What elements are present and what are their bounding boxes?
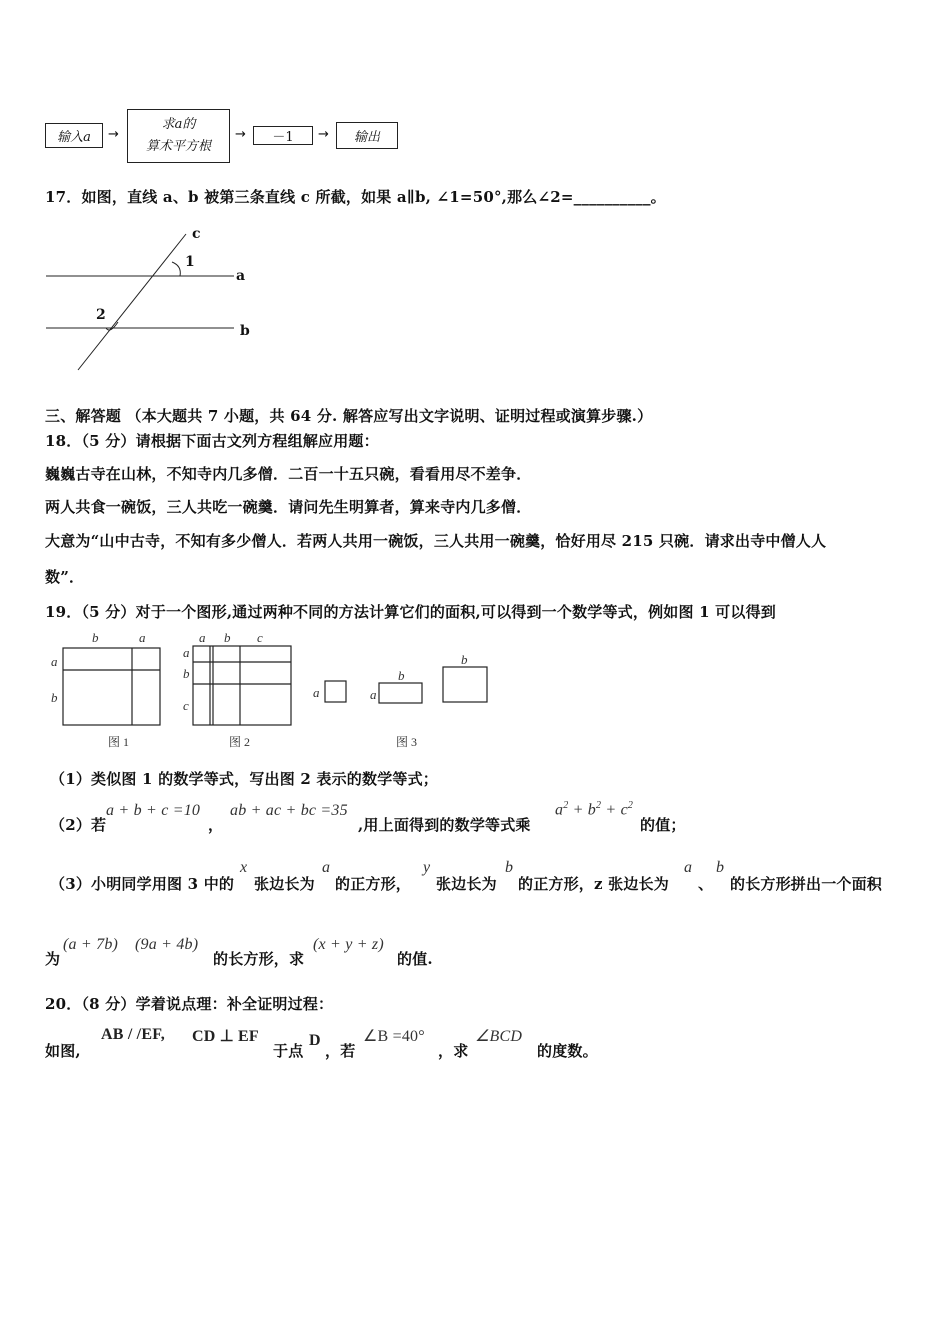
- q19-eq-squares-base: a: [555, 801, 564, 819]
- q19-var-a: a: [322, 859, 331, 876]
- q17-label-c: c: [192, 226, 201, 242]
- q20-angle-b: ∠B =40°: [363, 1028, 425, 1045]
- q19-part-3-line-2: [45, 936, 433, 969]
- fig2-left-c: c: [183, 698, 189, 713]
- arrow-icon: →: [108, 127, 119, 142]
- q19-var-y: y: [423, 859, 431, 876]
- q20-angle-bcd: ∠BCD: [475, 1028, 523, 1045]
- q19-part-2-prefix: （2）若: [50, 816, 107, 834]
- q20-mid-3: ，求: [438, 1042, 469, 1060]
- q19-expr-sum: (x + y + z): [313, 936, 384, 953]
- q19-figure-2: [190, 643, 294, 727]
- q19-var-a-2: a: [684, 859, 693, 876]
- q19-p3-f: 的长方形拼出一个面积: [730, 875, 883, 893]
- q19-var-b-2: b: [716, 859, 725, 876]
- q17-label-2: 2: [96, 307, 106, 323]
- q19-comma: ，: [208, 816, 224, 834]
- flow-step-sqrt: 求a的 算术平方根: [127, 109, 230, 163]
- fig3-rect-a-label: a: [370, 687, 377, 702]
- q18-line-1: 18．（5 分）请根据下面古文列方程组解应用题：: [45, 432, 379, 450]
- fig2-left-a: a: [183, 645, 190, 660]
- fig3-square-b-label: b: [461, 652, 468, 667]
- q19-part-1: （1）类似图 1 的数学等式，写出图 2 表示的数学等式；: [50, 770, 439, 788]
- q19-part-2: [50, 800, 686, 835]
- q17-parallel-lines-figure: [40, 222, 270, 372]
- fig1-top-a: a: [139, 630, 146, 645]
- q20-cd-perp-ef: CD ⊥ EF: [192, 1028, 259, 1045]
- fig2-left-b: b: [183, 666, 190, 681]
- q20-point-d: D: [309, 1032, 321, 1049]
- q19-figure-1: [60, 645, 164, 727]
- q19-eq-squares: $a^2 + b^2 + c^2$: [555, 800, 634, 819]
- fig1-top-b: b: [92, 630, 99, 645]
- fig1-left-b: b: [51, 690, 58, 705]
- q19-eq-product: ab + ac + bc =35: [230, 802, 348, 819]
- arrow-icon: →: [235, 127, 246, 142]
- q19-p3-c: 的正方形，: [335, 875, 412, 893]
- q19-p3-sep: 、: [698, 875, 714, 893]
- q20-ab-parallel-ef: AB / /EF,: [101, 1026, 165, 1043]
- q20-mid-2: ，若: [325, 1042, 356, 1060]
- fig1-caption: 图 1: [108, 735, 130, 749]
- q20-pre: 如图,: [45, 1042, 81, 1060]
- q19-p3-a: （3）小明同学用图 3 中的: [50, 875, 235, 893]
- q17-text: 17．如图，直线 a、b 被第三条直线 c 所截，如果 a∥b, ∠1=50°,那么∠2=__________。: [45, 188, 666, 206]
- q18-line-5: 数”．: [45, 568, 85, 586]
- q20-line-2: [45, 1026, 598, 1061]
- q18-line-3: 两人共食一碗饭，三人共吃一碗羹．请问先生明算者，算来寺内几多僧．: [45, 498, 532, 516]
- q19-part-2-suffix: 的值；: [640, 816, 686, 834]
- flow-step-minus-one: －1: [253, 126, 313, 145]
- q19-intro: 19．（5 分）对于一个图形,通过两种不同的方法计算它们的面积,可以得到一个数学等式，例如图 1 可以得到: [45, 603, 776, 621]
- q19-p3-h: 的长方形，求: [213, 950, 305, 968]
- q19-p3-b: 张边长为: [254, 875, 315, 893]
- q19-part-3-line-1: [50, 859, 883, 894]
- fig3-caption: 图 3: [396, 735, 418, 749]
- q19-expr-length: (a + 7b): [63, 936, 119, 953]
- q20-mid-1: 于点: [273, 1042, 304, 1060]
- q17-label-b: b: [240, 323, 250, 339]
- fig2-top-c: c: [257, 630, 263, 645]
- fig2-caption: 图 2: [229, 735, 251, 749]
- fig3-square-a-label: a: [313, 685, 320, 700]
- q19-part-2-mid: ,用上面得到的数学等式乘: [358, 816, 531, 834]
- q18-line-4: 大意为“山中古寺，不知有多少僧人．若两人共用一碗饭，三人共用一碗羹，恰好用尽 215 只碗．请求出寺中僧人人: [45, 532, 827, 550]
- fig2-top-b: b: [224, 630, 231, 645]
- section-3-title: 三、解答题 （本大题共 7 小题，共 64 分. 解答应写出文字说明、证明过程或演算步骤.）: [45, 407, 653, 425]
- flow-step-input: 输入a: [45, 123, 103, 148]
- q17-label-a: a: [236, 268, 246, 284]
- q17-label-1: 1: [185, 254, 195, 270]
- fig1-left-a: a: [51, 654, 58, 669]
- q19-p3-d: 张边长为: [436, 875, 497, 893]
- q18-line-2: 巍巍古寺在山林，不知寺内几多僧．二百一十五只碗，看看用尽不差争．: [45, 465, 532, 483]
- q19-eq-sum: a + b + c =10: [106, 802, 201, 819]
- q19-p3-g: 为: [45, 950, 61, 968]
- q19-var-b: b: [505, 859, 514, 876]
- arrow-icon: →: [318, 127, 329, 142]
- q19-var-x: x: [240, 859, 248, 876]
- q20-post: 的度数。: [537, 1042, 598, 1060]
- fig3-rect-b-label: b: [398, 668, 405, 683]
- q19-p3-e: 的正方形，z 张边长为: [518, 875, 669, 893]
- flow-step-output: 输出: [336, 122, 398, 149]
- q20-line-1: 20．（8 分）学着说点理：补全证明过程：: [45, 995, 334, 1013]
- fig2-top-a: a: [199, 630, 206, 645]
- q19-figure-3: [322, 664, 492, 706]
- q19-p3-i: 的值.: [397, 950, 433, 968]
- q19-expr-width: (9a + 4b): [135, 936, 199, 953]
